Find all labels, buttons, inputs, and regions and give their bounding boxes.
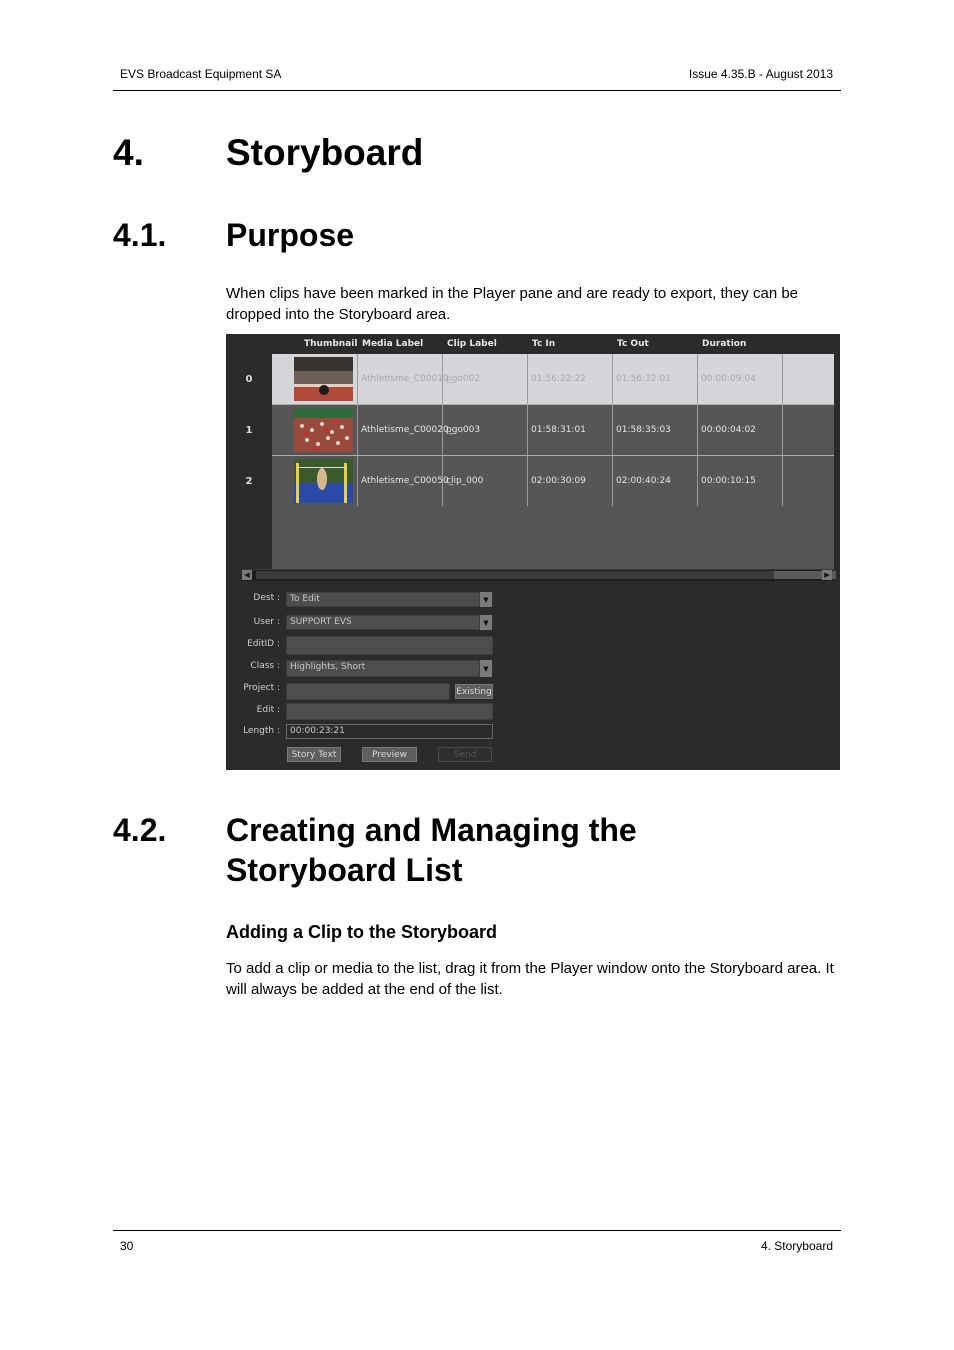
chevron-down-icon[interactable]: ▼ — [480, 615, 492, 630]
class-label: Class : — [250, 661, 280, 671]
length-label: Length : — [243, 726, 280, 736]
column-header-tc-out[interactable]: Tc Out — [617, 339, 649, 349]
duration-cell: 00:00:09:04 — [697, 354, 782, 404]
storyboard-screenshot — [226, 334, 840, 770]
chapter-number: 4. — [113, 132, 144, 173]
extra-cell — [782, 405, 834, 455]
section-number: 4.1. — [113, 217, 167, 253]
clip-label-cell: pgo003 — [442, 405, 527, 455]
adding-clip-paragraph: To add a clip or media to the list, drag it from the Player window onto the Storyboard area. It will always be added at the end of the list. — [226, 960, 834, 998]
tc-out-cell: 01:56:32:01 — [612, 354, 697, 404]
user-label: User : — [253, 617, 280, 627]
class-select[interactable]: Highlights, Short — [286, 660, 480, 677]
page-number: 30 — [120, 1239, 134, 1253]
duration-cell: 00:00:04:02 — [697, 405, 782, 455]
tc-out-cell: 01:58:35:03 — [612, 405, 697, 455]
subheading-adding-clip: Adding a Clip to the Storyboard — [226, 922, 497, 942]
preview-button[interactable]: Preview — [362, 747, 417, 762]
chapter-title: Storyboard — [226, 132, 424, 173]
row-index: 0 — [226, 354, 272, 405]
clip-thumbnail-image — [294, 357, 353, 401]
user-select[interactable]: SUPPORT EVS — [286, 615, 480, 630]
media-label-cell: Athletisme_C00010_ — [357, 354, 442, 404]
tc-in-cell: 01:58:31:01 — [527, 405, 612, 455]
tc-out-cell: 02:00:40:24 — [612, 456, 697, 506]
header-issue: Issue 4.35.B - August 2013 — [688, 67, 833, 81]
column-header-clip-label[interactable]: Clip Label — [447, 339, 497, 349]
header-company: EVS Broadcast Equipment SA — [120, 67, 282, 81]
clip-label-cell: pgo002 — [442, 354, 527, 404]
extra-cell — [782, 354, 834, 404]
duration-cell: 00:00:10:15 — [697, 456, 782, 506]
section-title: Creating and Managing the Storyboard List — [226, 812, 637, 888]
scroll-right-arrow-icon[interactable]: ▶ — [822, 570, 832, 580]
page-footer — [113, 1230, 841, 1253]
purpose-paragraph: When clips have been marked in the Player pane and are ready to export, they can be dropped into the Storyboard area. — [226, 285, 799, 323]
dest-select[interactable]: To Edit — [286, 592, 480, 607]
section-title: Purpose — [226, 217, 355, 253]
column-header-thumbnail[interactable]: Thumbnail — [304, 339, 358, 349]
tc-in-cell: 01:56:22:22 — [527, 354, 612, 404]
tc-in-cell: 02:00:30:09 — [527, 456, 612, 506]
footer-section: 4. Storyboard — [760, 1239, 833, 1253]
column-header-tc-in[interactable]: Tc In — [532, 339, 556, 349]
column-header-media-label[interactable]: Media Label — [362, 339, 424, 349]
column-header-duration[interactable]: Duration — [702, 339, 747, 349]
row-index: 1 — [226, 405, 272, 456]
project-input[interactable] — [286, 683, 450, 700]
page-header — [113, 66, 841, 91]
table-row[interactable] — [272, 354, 834, 405]
chevron-down-icon[interactable]: ▼ — [480, 660, 492, 677]
horizontal-scrollbar[interactable] — [242, 569, 834, 581]
media-label-cell: Athletisme_C00020_ — [357, 405, 442, 455]
scroll-left-arrow-icon[interactable]: ◀ — [242, 570, 252, 580]
story-text-button[interactable]: Story Text — [287, 747, 341, 762]
table-row[interactable] — [272, 405, 834, 456]
edit-label: Edit : — [256, 705, 280, 715]
clip-label-cell: clip_000 — [442, 456, 527, 506]
media-label-cell: Athletisme_C00050_ — [357, 456, 442, 506]
table-row[interactable] — [272, 456, 834, 507]
dest-label: Dest : — [253, 593, 280, 603]
clip-thumbnail-image — [294, 459, 353, 503]
row-index: 2 — [226, 456, 272, 507]
extra-cell — [782, 456, 834, 506]
scrollbar-track[interactable] — [256, 571, 774, 579]
storyboard-drop-area[interactable] — [272, 506, 834, 569]
row-header-gutter — [226, 506, 272, 569]
chevron-down-icon[interactable]: ▼ — [480, 592, 492, 607]
length-field: 00:00:23:21 — [286, 724, 493, 739]
existing-button[interactable]: Existing — [455, 684, 493, 699]
edit-input[interactable] — [286, 703, 493, 720]
send-button[interactable]: Send — [438, 747, 492, 762]
clip-thumbnail-image — [294, 408, 353, 452]
editid-label: EditID : — [247, 639, 280, 649]
editid-input[interactable] — [286, 636, 493, 655]
section-number: 4.2. — [113, 812, 167, 848]
project-label: Project : — [243, 683, 280, 693]
